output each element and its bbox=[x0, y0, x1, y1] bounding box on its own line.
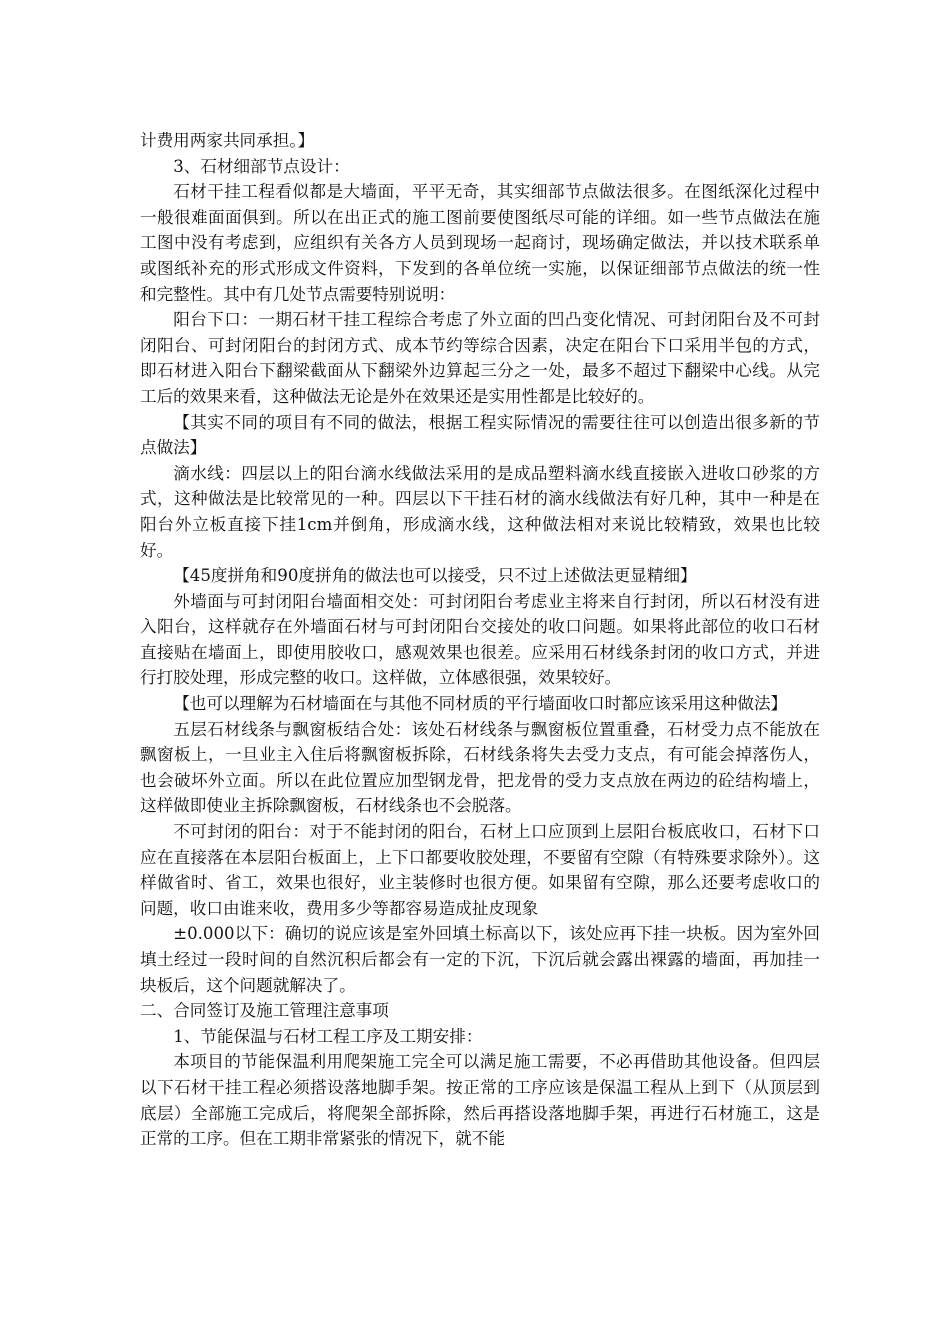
paragraph-below-zero-level: ±0.000以下：确切的说应该是室外回填土标高以下，该处应再下挂一块板。因为室外回填土经过一段时间的自然沉积后都会有一定的下沉，下沉后就会露出裸露的墙面，再加挂一块板后，这个问题就解决了。 bbox=[140, 924, 820, 995]
paragraph-balcony-lower-edge: 阳台下口：一期石材干挂工程综合考虑了外立面的凹凸变化情况、可封闭阳台及不可封闭阳台、可封闭阳台的封闭方式、成本节约等综合因素，决定在阳台下口采用半包的方式，即石材进入阳台下翻梁截面从下翻梁外边算起三分之一处，最多不超过下翻梁中心线。从完工后的效果来看，这种做法无论是外在效果还是实用性都是比较好的。 bbox=[140, 310, 820, 406]
note-parallel-walls: 【也可以理解为石材墙面在与其他不同材质的平行墙面收口时都应该采用这种做法】 bbox=[173, 694, 788, 714]
paragraph-continuation: 计费用两家共同承担。】 bbox=[140, 131, 315, 150]
paragraph-stone-intro: 石材干挂工程看似都是大墙面，平平无奇，其实细部节点做法很多。在图纸深化过程中一般很难面面俱到。所以在出正式的施工图前要使图纸尽可能的详细。如一些节点做法在施工图中没有考虑到，应组织有关各方人员到现场一起商讨，现场确定做法，并以技术联系单或图纸补充的形式形成文件资料，下发到的各单位统一实施，以保证细部节点做法的统一性和完整性。其中有几处节点需要特别说明： bbox=[140, 182, 820, 304]
paragraph-open-balcony: 不可封闭的阳台：对于不能封闭的阳台，石材上口应顶到上层阳台板底收口，石材下口应在直接落在本层阳台板面上，上下口都要收胶处理，不要留有空隙（有特殊要求除外）。这样做省时、省工，效果也很好，业主装修时也很方便。如果留有空隙，那么还要考虑收口的问题，收口由谁来收，费用多少等都容易造成扯皮现象 bbox=[140, 822, 820, 918]
paragraph-drip-line: 滴水线：四层以上的阳台滴水线做法采用的是成品塑料滴水线直接嵌入进收口砂浆的方式，这种做法是比较常见的一种。四层以下干挂石材的滴水线做法有好几种，其中一种是在阳台外立板直接下挂1cm并倒角，形成滴水线，这种做法相对来说比较精致，效果也比较好。 bbox=[140, 463, 820, 560]
document-body bbox=[140, 128, 820, 1152]
subsection-heading-schedule: 1、节能保温与石材工程工序及工期安排： bbox=[173, 1026, 483, 1046]
paragraph-bay-window: 五层石材线条与飘窗板结合处：该处石材线条与飘窗板位置重叠，石材受力点不能放在飘窗板上，一旦业主入住后将飘窗板拆除，石材线条将失去受力支点，有可能会掉落伤人，也会破坏外立面。所以在此位置应加型钢龙骨，把龙骨的受力支点放在两边的砼结构墙上，这样做即使业主拆除飘窗板，石材线条也不会脱落。 bbox=[140, 719, 820, 816]
paragraph-schedule: 本项目的节能保温利用爬架施工完全可以满足施工需要，不必再借助其他设备。但四层以下石材干挂工程必须搭设落地脚手架。按正常的工序应该是保温工程从上到下（从顶层到底层）全部施工完成后，将爬架全部拆除，然后再搭设落地脚手架，再进行石材施工，这是正常的工序。但在工期非常紧张的情况下，就不能 bbox=[140, 1052, 820, 1149]
section-heading-contract: 二、合同签订及施工管理注意事项 bbox=[140, 1001, 389, 1021]
section-heading-stone-details: 3、石材细部节点设计： bbox=[173, 156, 350, 176]
note-corner-joints: 【45度拼角和90度拼角的做法也可以接受，只不过上述做法更显精细】 bbox=[173, 566, 697, 586]
note-different-projects: 【其实不同的项目有不同的做法，根据工程实际情况的需要往往可以创造出很多新的节点做法】 bbox=[140, 412, 820, 458]
paragraph-wall-balcony-junction: 外墙面与可封闭阳台墙面相交处：可封闭阳台考虑业主将来自行封闭，所以石材没有进入阳台，这样就存在外墙面石材与可封闭阳台交接处的收口问题。如果将此部位的收口石材直接贴在墙面上，即使用胶收口，感观效果也很差。应采用石材线条封闭的收口方式，并进行打胶处理，形成完整的收口。这样做，立体感很强，效果较好。 bbox=[140, 591, 820, 688]
